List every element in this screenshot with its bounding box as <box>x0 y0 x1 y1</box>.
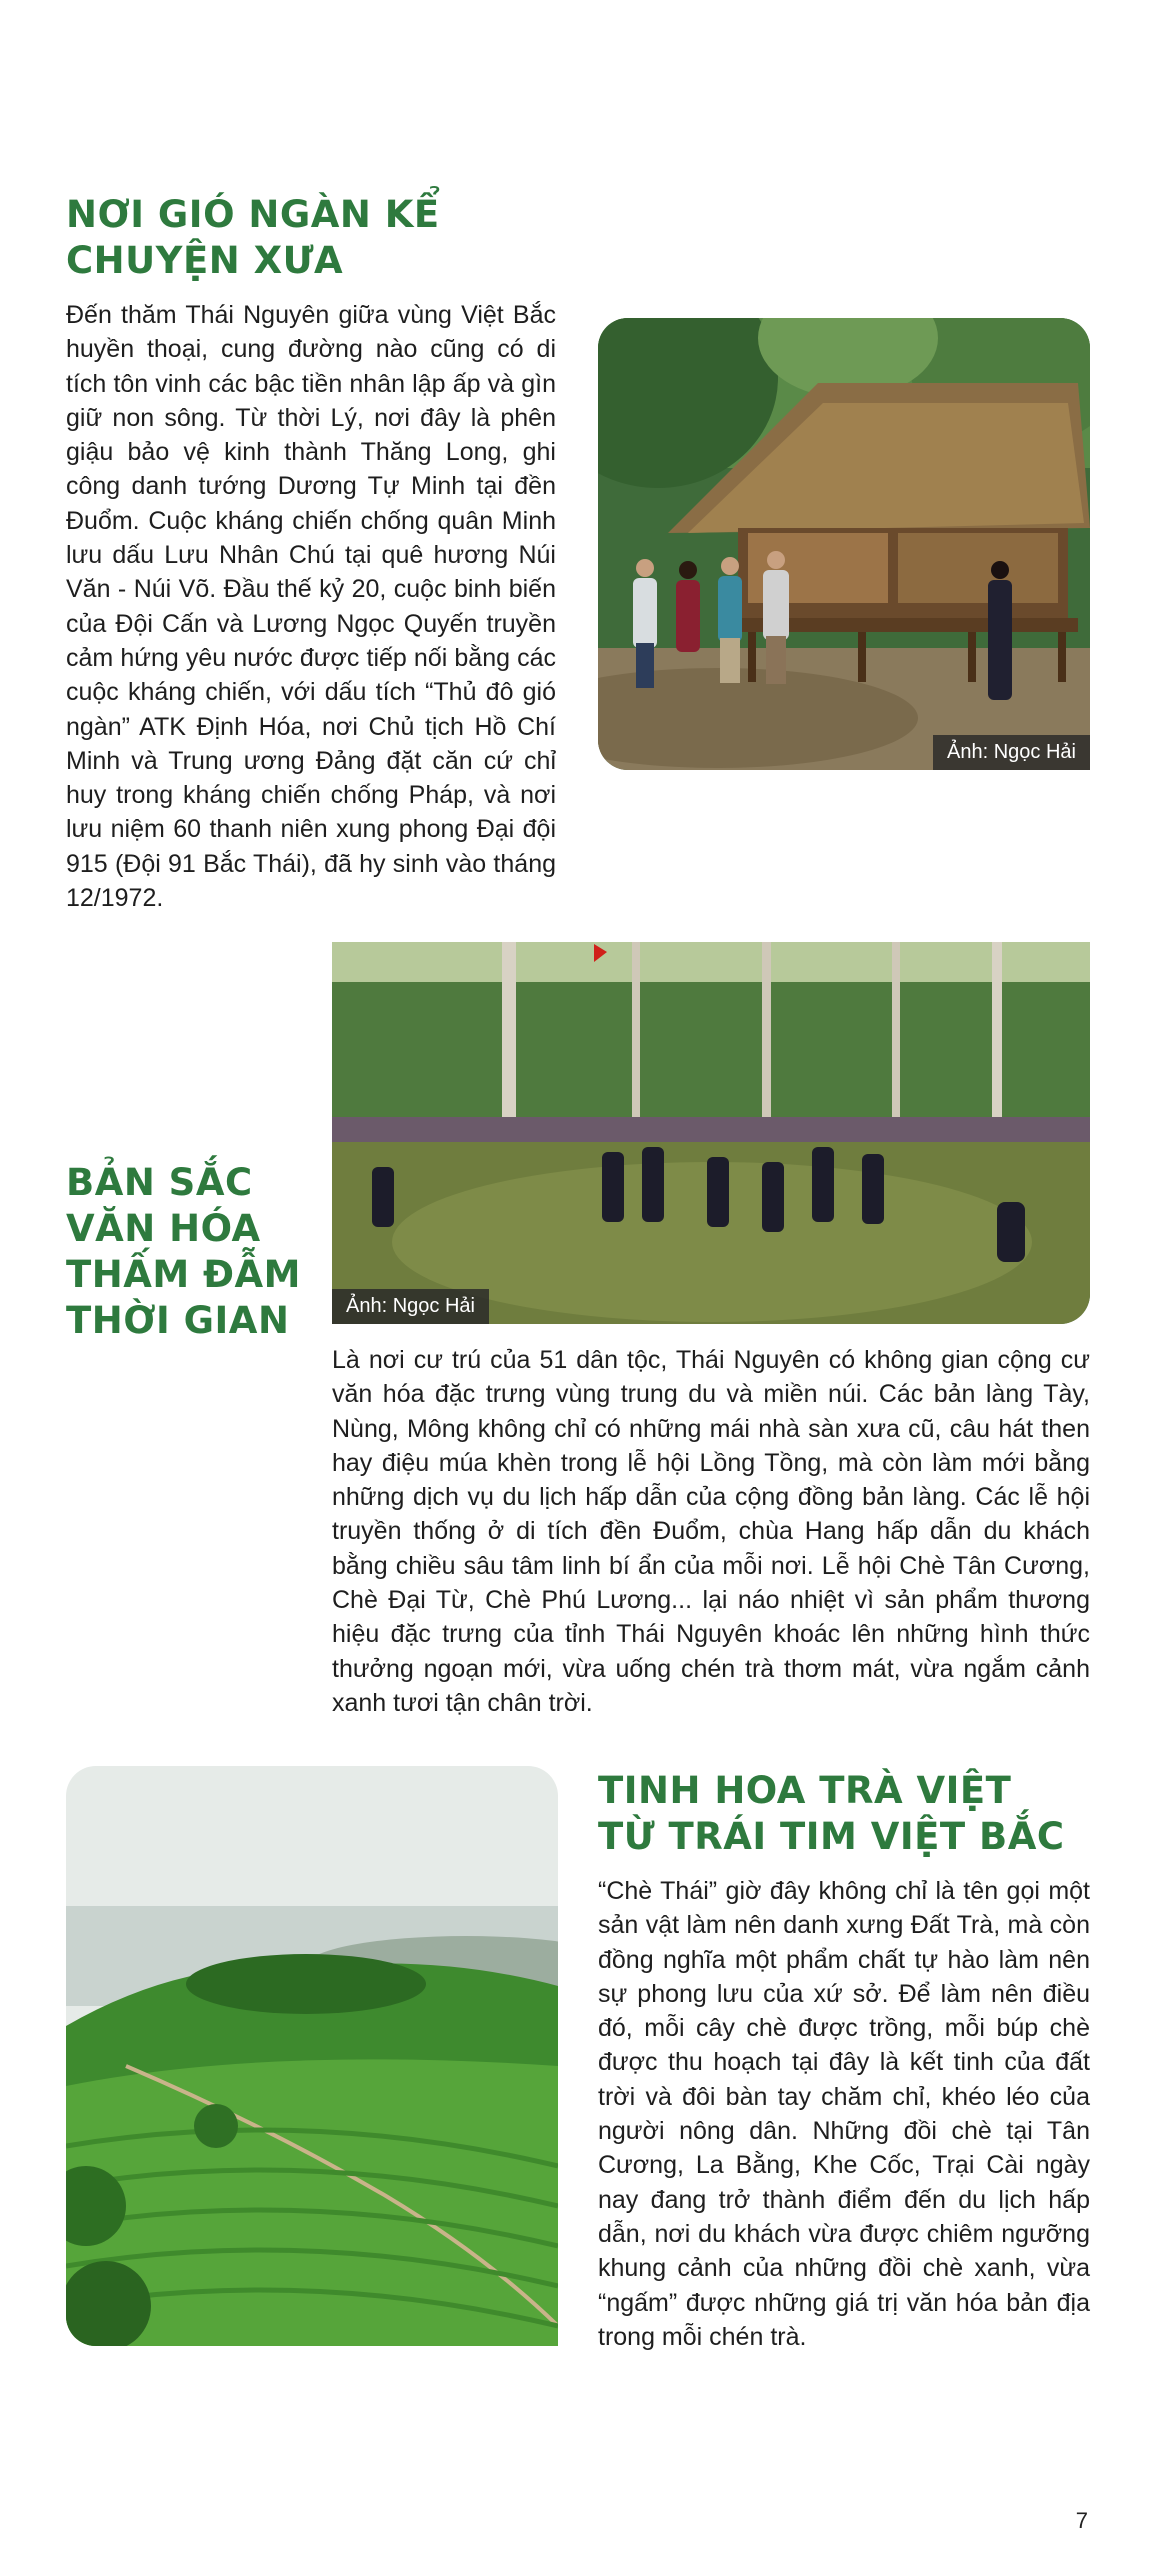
section2-heading-line: BẢN SẮC <box>66 1161 253 1204</box>
section2-heading-line: THỜI GIAN <box>66 1299 290 1342</box>
photo-caption: Ảnh: Ngọc Hải <box>933 735 1090 770</box>
section3-heading-line: TINH HOA TRÀ VIỆT <box>598 1769 1012 1812</box>
section2-paragraph: Là nơi cư trú của 51 dân tộc, Thái Nguyên có không gian cộng cư văn hóa đặc trưng vùng trung du và miền núi. Các bản làng Tày, Nùng, Mông không chỉ có những mái nhà sàn xưa cũ, câu hát then hay điệu múa khèn trong lễ hội Lồng Tồng, mà còn làm mới bằng những dịch vụ du lịch hấp dẫn của cộng đồng bản làng. Các lễ hội truyền thống ở di tích đền Đuổm, chùa Hang hấp dẫn du khách bằng chiều sâu tâm linh bí ẩn của mỗi nơi. Lễ hội Chè Tân Cương, Chè Đại Từ, Chè Phú Lương... lại náo nhiệt vì sản phẩm thương hiệu đặc trưng của tỉnh Thái Nguyên khoác lên những hình thức thưởng ngoạn mới, vừa uống chén trà thơm mát, vừa ngắm cảnh xanh tươi tận chân trời. <box>332 1346 1090 1717</box>
tea-hills-photo <box>66 1766 558 2346</box>
section3-heading-line: TỪ TRÁI TIM VIỆT BẮC <box>598 1815 1065 1858</box>
photo-caption: Ảnh: Ngọc Hải <box>332 1289 489 1324</box>
stilt-house-photo <box>598 318 1090 770</box>
section3-paragraph: “Chè Thái” giờ đây không chỉ là tên gọi một sản vật làm nên danh xưng Đất Trà, mà còn đồng nghĩa một phẩm chất tự hào làm nên sự phong lưu của xứ sở. Để làm nên điều đó, mỗi cây chè được trồng, mỗi búp chè được thu hoạch tại đây là kết tinh của đất trời và đôi bàn tay chăm chỉ, khéo léo của người nông dân. Những đồi chè tại Tân Cương, La Bằng, Khe Cốc, Trại Cài ngày nay đang trở thành điểm đến du lịch hấp dẫn, nơi du khách vừa được chiêm ngưỡng khung cảnh của những đồi chè xanh, vừa “ngấm” được những giá trị văn hóa bản địa trong mỗi chén trà. <box>598 1877 1090 2351</box>
section1-heading-line: CHUYỆN XƯA <box>66 239 344 282</box>
section1-paragraph: Đến thăm Thái Nguyên giữa vùng Việt Bắc huyền thoại, cung đường nào cũng có di tích tôn vinh các bậc tiền nhân lập ấp và gìn giữ non sông. Từ thời Lý, nơi đây là phên giậu bảo vệ kinh thành Thăng Long, ghi công danh tướng Dương Tự Minh tại đền Đuổm. Cuộc kháng chiến chống quân Minh lưu dấu Lưu Nhân Chú tại quê hương Núi Văn - Núi Võ. Đầu thế kỷ 20, cuộc binh biến của Đội Cấn và Lương Ngọc Quyến truyền cảm hứng yêu nước được tiếp nối bằng các cuộc kháng chiến, với dấu tích “Thủ đô gió ngàn” ATK Định Hóa, nơi Chủ tịch Hồ Chí Minh và Trung ương Đảng đặt căn cứ chỉ huy trong kháng chiến chống Pháp, và nơi lưu niệm 60 thanh niên xung phong Đại đội 915 (Đội 91 Bắc Thái), đã hy sinh vào tháng 12/1972. <box>66 301 556 913</box>
festival-dance-photo <box>332 942 1090 1324</box>
section2-heading <box>66 1160 301 1344</box>
section2-heading-line: VĂN HÓA <box>66 1207 261 1250</box>
section3-heading <box>598 1768 1065 1860</box>
page-number: 7 <box>1075 2508 1088 2533</box>
section2-heading-line: THẤM ĐẪM <box>66 1253 301 1296</box>
section1-heading-line: NƠI GIÓ NGÀN KỂ <box>66 193 440 236</box>
section1-heading <box>66 192 440 284</box>
